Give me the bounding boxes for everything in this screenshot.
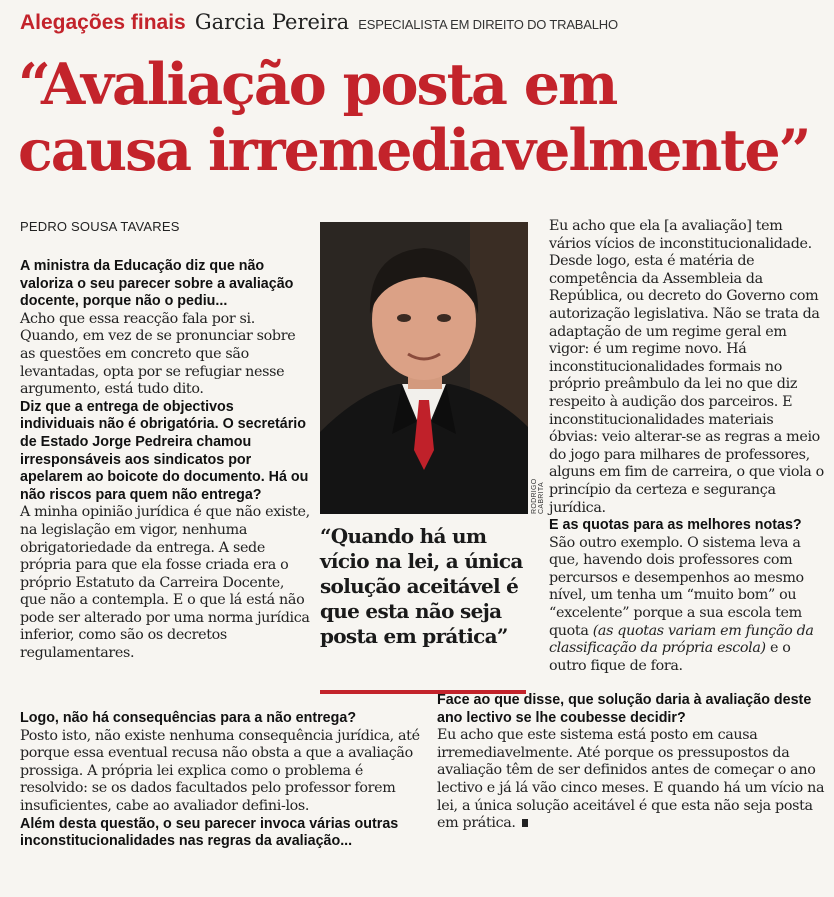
kicker [20,10,820,44]
interviewee-photo [320,222,528,514]
interviewee-description: ESPECIALISTA EM DIREITO DO TRABALHO [358,17,618,32]
byline: PEDRO SOUSA TAVARES [20,219,180,234]
question-4: Além desta questão, o seu parecer invoca várias outras inconstitucionalidades nas regras da avaliação... [20,815,399,850]
answer-5-text: São outro exemplo. O sistema leva a que, havendo dois professores com percursos e desempenhos ao mesmo nível, um tenha um “muito bom” ou “excelente” porque a sua escola tem quota [549,534,804,639]
column-1-continued [20,710,420,851]
column-3 [549,218,825,675]
interviewee-name: Garcia Pereira [194,10,350,34]
answer-3: Posto isto, não existe nenhuma consequência jurídica, até porque essa eventual recusa não obsta a que a avaliação prossiga. A própria lei explica como o problema é resolvido: se os dados facultados pelo professor forem insuficientes, cabe ao avaliador defini-los. [20,727,420,814]
section-label: Alegações finais [20,11,186,34]
answer-5 [549,535,825,676]
headline-line-2: causa irremediavelmente” [18,117,810,184]
question-6: Face ao que disse, que solução daria à avaliação deste ano lectivo se lhe coubesse decidir? [437,692,812,726]
answer-4: Eu acho que ela [a avaliação] tem vários vícios de inconstitucionalidade. Desde logo, esta é matéria de competência da Assembleia da República, ou decreto do Governo com autorização legislativa. Não se trata da adaptação de um regime geral em vigor: é um regime novo. Há inconstitucionalidades formais no próprio preâmbulo da lei no que diz respeito à audição dos parceiros. E inconstitucionalidades materiais óbvias: veio alterar-se as regras a meio do jogo para milhares de professores, alguns em fim de carreira, o que viola o princípio da certeza e segurança jurídica. [549,218,824,516]
question-5: E as quotas para as melhores notas? [549,517,802,534]
answer-1: Acho que essa reacção fala por si. Quando, em vez de se pronunciar sobre as questões em concreto que são levantadas, opta por se refugiar nesse argumento, está tudo dito. [20,310,296,398]
answer-2: A minha opinião jurídica é que não existe, na legislação em vigor, nenhuma obrigatoriedade da entrega. A sede própria para que ela fosse criada era o próprio Estatuto da Carreira Docente, que não a contempla. E o que lá está não pode ser alterado por uma norma jurídica inferior, como são os decretos regulamentares. [20,504,310,662]
portrait-illustration [320,222,528,514]
headline-line-1: “Avaliação posta em [18,51,617,118]
column-3-continued [437,692,827,833]
pull-quote: “Quando há um vício na lei, a única solução aceitável é que esta não seja posta em prática” [320,524,523,648]
headline [18,52,830,184]
answer-6-text: Eu acho que este sistema está posto em causa irremediavelmente. Até porque os pressupostos da avaliação têm de ser definidos antes de começar o ano lectivo e já lá vão cinco meses. E quando há um vício na lei, a única solução aceitável é que esta não seja posta em prática. [437,727,825,832]
question-1: A ministra da Educação diz que não valoriza o seu parecer sobre a avaliação docente, porque não o pediu... [20,258,294,310]
question-2: Diz que a entrega de objectivos individuais não é obrigatória. O secretário de Estado Jorge Pedreira chamou irresponsáveis aos sindicatos por apelarem ao boicote do documento. Há ou não riscos para quem não entrega? [20,398,309,503]
answer-6 [437,727,827,833]
answer-5-italic: (as quotas variam em função da classificação da própria escola) [549,622,814,657]
question-3: Logo, não há consequências para a não entrega? [20,710,357,726]
answer-5-end: e o outro fique de fora. [549,640,791,674]
column-1 [20,258,312,663]
end-of-article-mark [522,819,528,827]
photo-credit: RODRIGO CABRITA [531,478,545,514]
